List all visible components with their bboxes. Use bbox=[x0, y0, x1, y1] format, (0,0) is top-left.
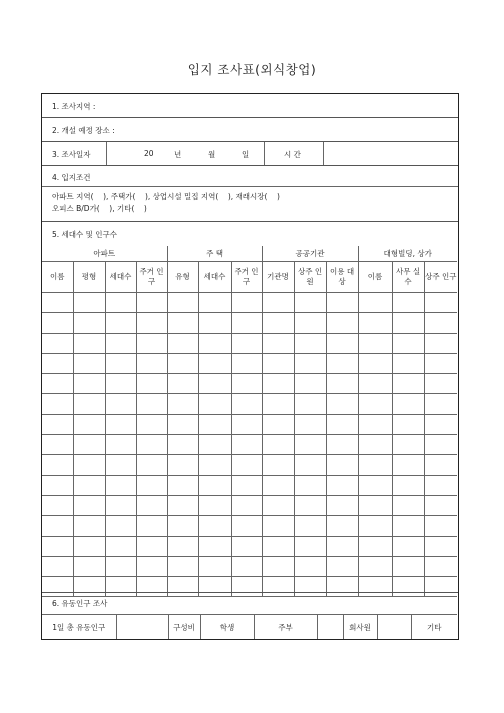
table-cell bbox=[262, 394, 294, 414]
table-cell bbox=[424, 435, 457, 455]
table-cell bbox=[136, 374, 167, 394]
table-cell bbox=[326, 536, 358, 556]
floating-population-table bbox=[42, 614, 457, 639]
header-households: 세대수 bbox=[105, 262, 136, 293]
table-cell bbox=[262, 313, 294, 333]
table-cell bbox=[294, 495, 326, 515]
header-residents: 주거 인구 bbox=[136, 262, 167, 293]
table-cell bbox=[73, 495, 105, 515]
table-cell bbox=[262, 455, 294, 475]
table-cell bbox=[262, 556, 294, 576]
table-cell bbox=[392, 353, 424, 373]
table-cell bbox=[392, 516, 424, 536]
table-cell bbox=[105, 394, 136, 414]
table-cell bbox=[294, 475, 326, 495]
table-cell bbox=[326, 435, 358, 455]
table-cell bbox=[73, 293, 105, 313]
table-cell bbox=[392, 475, 424, 495]
table-cell bbox=[392, 394, 424, 414]
planned-location-label: 2. 개설 예정 장소 : bbox=[52, 126, 115, 135]
table-cell bbox=[358, 455, 392, 475]
table-row bbox=[42, 313, 457, 333]
table-cell bbox=[262, 293, 294, 313]
table-cell bbox=[136, 495, 167, 515]
table-cell bbox=[73, 475, 105, 495]
table-cell bbox=[392, 495, 424, 515]
table-cell bbox=[231, 536, 262, 556]
table-cell bbox=[424, 394, 457, 414]
table-cell bbox=[424, 414, 457, 434]
table-cell bbox=[326, 293, 358, 313]
conditions-line-1: 아파트 지역( ), 주택가( ), 상업시설 밀집 지역( ), 재래시장( ) bbox=[52, 192, 280, 201]
table-cell bbox=[198, 556, 231, 576]
table-cell bbox=[326, 414, 358, 434]
table-row bbox=[42, 455, 457, 475]
table-cell bbox=[231, 313, 262, 333]
table-cell bbox=[294, 394, 326, 414]
table-cell bbox=[294, 333, 326, 353]
table-cell bbox=[294, 556, 326, 576]
table-cell bbox=[392, 293, 424, 313]
table-cell bbox=[167, 374, 198, 394]
table-cell bbox=[198, 516, 231, 536]
day-label: 일 bbox=[242, 150, 250, 159]
table-cell bbox=[424, 293, 457, 313]
table-cell bbox=[231, 333, 262, 353]
table-cell bbox=[262, 374, 294, 394]
table-cell bbox=[262, 353, 294, 373]
table-cell bbox=[105, 414, 136, 434]
table-cell bbox=[262, 333, 294, 353]
table-cell bbox=[326, 313, 358, 333]
table-cell bbox=[392, 333, 424, 353]
table-cell bbox=[136, 435, 167, 455]
table-row bbox=[42, 536, 457, 556]
table-cell bbox=[198, 455, 231, 475]
table-cell bbox=[424, 495, 457, 515]
table-cell bbox=[326, 374, 358, 394]
floating-population-label: 6. 유동인구 조사 bbox=[52, 599, 108, 608]
table-cell bbox=[42, 293, 73, 313]
table-cell bbox=[424, 475, 457, 495]
table-cell bbox=[294, 435, 326, 455]
table-cell bbox=[167, 536, 198, 556]
table-cell bbox=[231, 475, 262, 495]
table-cell bbox=[294, 293, 326, 313]
table-cell bbox=[105, 353, 136, 373]
survey-date-label: 3. 조사일자 bbox=[52, 150, 91, 159]
group-large-building: 대형빌딩, 상가 bbox=[358, 246, 457, 262]
table-cell bbox=[326, 516, 358, 536]
table-cell bbox=[231, 495, 262, 515]
table-cell bbox=[136, 313, 167, 333]
table-cell bbox=[136, 394, 167, 414]
table-cell bbox=[167, 435, 198, 455]
table-cell bbox=[326, 333, 358, 353]
table-cell bbox=[198, 495, 231, 515]
table-cell bbox=[73, 516, 105, 536]
table-cell bbox=[105, 333, 136, 353]
table-cell bbox=[294, 516, 326, 536]
location-conditions-label: 4. 입지조건 bbox=[52, 173, 91, 182]
table-cell bbox=[392, 313, 424, 333]
table-cell bbox=[167, 556, 198, 576]
table-cell bbox=[42, 495, 73, 515]
table-cell bbox=[105, 293, 136, 313]
table-cell bbox=[167, 394, 198, 414]
composition-label: 구성비 bbox=[168, 615, 200, 640]
table-row bbox=[42, 293, 457, 313]
table-cell bbox=[198, 536, 231, 556]
table-cell bbox=[231, 394, 262, 414]
table-cell bbox=[358, 293, 392, 313]
table-cell bbox=[42, 394, 73, 414]
header-name: 이름 bbox=[358, 262, 392, 293]
table-cell bbox=[42, 556, 73, 576]
table-cell bbox=[326, 475, 358, 495]
table-cell bbox=[358, 556, 392, 576]
table-row bbox=[42, 374, 457, 394]
table-cell bbox=[294, 313, 326, 333]
table-cell bbox=[294, 536, 326, 556]
table-cell bbox=[73, 556, 105, 576]
table-cell bbox=[73, 435, 105, 455]
table-cell bbox=[424, 353, 457, 373]
table-cell bbox=[73, 536, 105, 556]
households-table bbox=[42, 246, 457, 597]
time-label: 시 간 bbox=[284, 150, 301, 159]
header-residents: 주거 인구 bbox=[231, 262, 262, 293]
table-cell bbox=[294, 414, 326, 434]
table-cell bbox=[392, 435, 424, 455]
row-survey-date bbox=[42, 142, 458, 166]
table-cell bbox=[231, 353, 262, 373]
table-cell bbox=[167, 455, 198, 475]
table-row bbox=[42, 435, 457, 455]
table-cell bbox=[105, 556, 136, 576]
table-row bbox=[42, 414, 457, 434]
table-cell bbox=[392, 414, 424, 434]
table-cell bbox=[198, 394, 231, 414]
header-type: 유형 bbox=[167, 262, 198, 293]
table-cell bbox=[231, 455, 262, 475]
table-cell bbox=[42, 374, 73, 394]
table-cell bbox=[198, 313, 231, 333]
page-title: 입지 조사표(외식창업) bbox=[187, 62, 317, 77]
table-cell bbox=[167, 313, 198, 333]
table-cell bbox=[73, 333, 105, 353]
table-cell bbox=[294, 353, 326, 373]
group-apartment: 아파트 bbox=[42, 246, 167, 262]
table-cell bbox=[424, 374, 457, 394]
table-cell bbox=[358, 414, 392, 434]
table-cell bbox=[358, 435, 392, 455]
table-cell bbox=[358, 353, 392, 373]
table-cell bbox=[73, 313, 105, 333]
header-resident-population: 상주 인구 bbox=[424, 262, 457, 293]
table-cell bbox=[198, 414, 231, 434]
table-cell bbox=[105, 374, 136, 394]
table-cell bbox=[105, 495, 136, 515]
table-cell bbox=[42, 333, 73, 353]
table-cell bbox=[167, 475, 198, 495]
table-cell bbox=[198, 374, 231, 394]
table-cell bbox=[198, 475, 231, 495]
table-cell bbox=[424, 516, 457, 536]
table-cell bbox=[262, 516, 294, 536]
table-cell bbox=[424, 536, 457, 556]
conditions-line-2: 오피스 B/D가( ), 기타( ) bbox=[52, 204, 147, 213]
table-cell bbox=[294, 374, 326, 394]
month-label: 월 bbox=[208, 150, 216, 159]
table-cell bbox=[105, 435, 136, 455]
header-offices: 사무 실수 bbox=[392, 262, 424, 293]
table-cell bbox=[262, 414, 294, 434]
table-cell bbox=[231, 516, 262, 536]
table-cell bbox=[105, 536, 136, 556]
table-cell bbox=[424, 556, 457, 576]
table-cell bbox=[136, 353, 167, 373]
table-cell bbox=[105, 313, 136, 333]
housewife-label: 주부 bbox=[254, 615, 317, 640]
table-cell bbox=[42, 435, 73, 455]
table-cell bbox=[358, 333, 392, 353]
table-cell bbox=[198, 435, 231, 455]
table-cell bbox=[42, 516, 73, 536]
table-cell bbox=[167, 495, 198, 515]
office-worker-value bbox=[377, 615, 411, 640]
table-cell bbox=[73, 374, 105, 394]
table-cell bbox=[167, 516, 198, 536]
header-households: 세대수 bbox=[198, 262, 231, 293]
header-staff: 상주 인원 bbox=[294, 262, 326, 293]
header-name: 이름 bbox=[42, 262, 73, 293]
table-cell bbox=[231, 293, 262, 313]
table-row bbox=[42, 353, 457, 373]
table-cell bbox=[358, 313, 392, 333]
header-size: 평형 bbox=[73, 262, 105, 293]
table-cell bbox=[424, 455, 457, 475]
table-cell bbox=[294, 455, 326, 475]
other-label: 기타 bbox=[411, 615, 457, 640]
year-label: 년 bbox=[174, 150, 182, 159]
table-cell bbox=[105, 475, 136, 495]
table-row bbox=[42, 495, 457, 515]
table-cell bbox=[105, 516, 136, 536]
table-cell bbox=[136, 414, 167, 434]
table-cell bbox=[73, 455, 105, 475]
row-floating-population bbox=[42, 592, 458, 614]
table-cell bbox=[358, 475, 392, 495]
table-cell bbox=[326, 353, 358, 373]
row-planned-location bbox=[42, 118, 458, 142]
table-cell bbox=[167, 414, 198, 434]
table-cell bbox=[136, 293, 167, 313]
row-households bbox=[42, 222, 458, 246]
table-cell bbox=[73, 394, 105, 414]
table-cell bbox=[42, 536, 73, 556]
table-cell bbox=[73, 414, 105, 434]
survey-form bbox=[41, 93, 459, 640]
table-cell bbox=[42, 414, 73, 434]
table-cell bbox=[262, 475, 294, 495]
survey-area-label: 1. 조사지역 : bbox=[52, 102, 96, 111]
table-cell bbox=[42, 455, 73, 475]
table-cell bbox=[262, 495, 294, 515]
total-floating-population-label: 1일 총 유동인구 bbox=[42, 615, 116, 640]
table-cell bbox=[42, 475, 73, 495]
table-row bbox=[42, 556, 457, 576]
total-floating-population-value bbox=[116, 615, 168, 640]
student-label: 학생 bbox=[200, 615, 254, 640]
table-cell bbox=[136, 536, 167, 556]
table-cell bbox=[42, 313, 73, 333]
table-cell bbox=[424, 333, 457, 353]
table-cell bbox=[42, 353, 73, 373]
table-cell bbox=[231, 556, 262, 576]
table-cell bbox=[392, 374, 424, 394]
households-label: 5. 세대수 및 인구수 bbox=[52, 230, 118, 239]
table-cell bbox=[358, 374, 392, 394]
table-cell bbox=[358, 394, 392, 414]
table-cell bbox=[136, 475, 167, 495]
table-cell bbox=[231, 435, 262, 455]
table-cell bbox=[105, 455, 136, 475]
office-worker-label: 회사원 bbox=[343, 615, 377, 640]
table-cell bbox=[392, 455, 424, 475]
table-cell bbox=[326, 394, 358, 414]
table-cell bbox=[262, 435, 294, 455]
table-cell bbox=[136, 455, 167, 475]
table-cell bbox=[326, 495, 358, 515]
table-cell bbox=[167, 333, 198, 353]
group-house: 주 택 bbox=[167, 246, 262, 262]
table-cell bbox=[167, 353, 198, 373]
table-cell bbox=[231, 414, 262, 434]
table-cell bbox=[392, 536, 424, 556]
group-public-institution: 공공기관 bbox=[262, 246, 358, 262]
table-cell bbox=[358, 536, 392, 556]
table-row bbox=[42, 516, 457, 536]
table-cell bbox=[136, 333, 167, 353]
row-location-conditions bbox=[42, 166, 458, 222]
table-cell bbox=[424, 313, 457, 333]
table-cell bbox=[73, 353, 105, 373]
table-cell bbox=[392, 556, 424, 576]
header-institution-name: 기관명 bbox=[262, 262, 294, 293]
table-cell bbox=[231, 374, 262, 394]
table-row bbox=[42, 475, 457, 495]
table-cell bbox=[262, 536, 294, 556]
table-cell bbox=[167, 293, 198, 313]
year-prefix: 20 bbox=[144, 149, 154, 158]
table-cell bbox=[358, 495, 392, 515]
header-users: 이용 대상 bbox=[326, 262, 358, 293]
row-survey-area bbox=[42, 94, 458, 118]
table-cell bbox=[326, 556, 358, 576]
table-cell bbox=[358, 516, 392, 536]
table-row bbox=[42, 394, 457, 414]
table-cell bbox=[326, 455, 358, 475]
table-cell bbox=[198, 353, 231, 373]
housewife-value bbox=[317, 615, 343, 640]
table-cell bbox=[198, 293, 231, 313]
table-cell bbox=[136, 516, 167, 536]
table-cell bbox=[136, 556, 167, 576]
table-row bbox=[42, 333, 457, 353]
table-cell bbox=[198, 333, 231, 353]
